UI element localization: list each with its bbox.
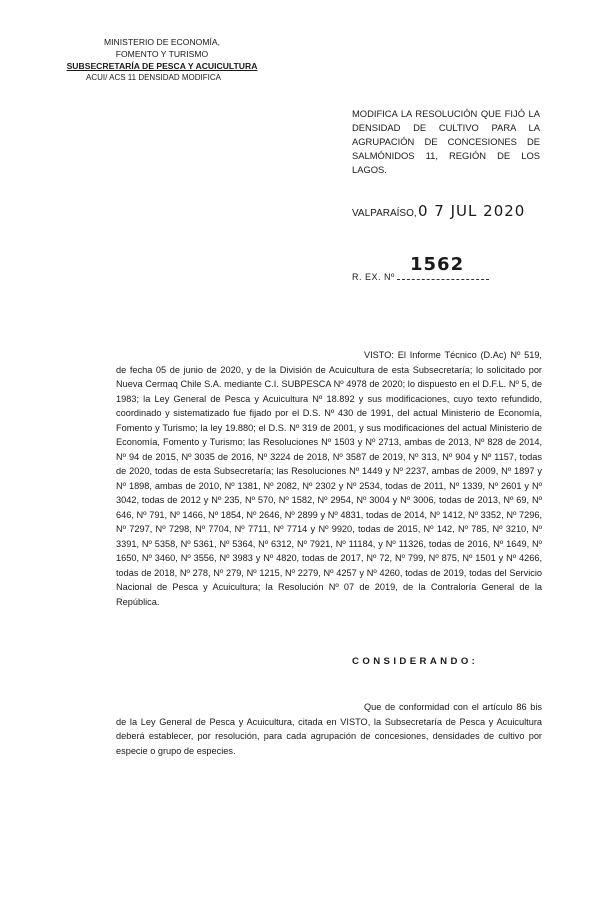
file-reference: ACUI/ ACS 11 DENSIDAD MODIFICA [86,73,221,82]
ministry-name-line1: MINISTERIO DE ECONOMÍA, [103,37,221,47]
date-stamp: 0 7 JUL 2020 [418,202,526,220]
ministry-header [62,36,262,84]
ministry-name-line2: FOMENTO Y TURISMO [115,49,209,59]
resolution-title: MODIFICA LA RESOLUCIÓN QUE FIJÓ LA DENSIDAD DE CULTIVO PARA LA AGRUPACIÓN DE CONCESIONES DE SALMÓNIDOS 11, REGIÓN DE LOS LAGOS. [352,108,540,175]
resolution-label [352,272,489,282]
considerando-paragraph: Que de conformidad con el artículo 86 bis de la Ley General de Pesca y Acuicultura, citada en VISTO, la Subsecretaría de Pesca y Acuicultura deberá establecer, por resolución, para cada agrupación de concesiones, densidades de cultivo por especie o grupo de especies. [116,702,542,756]
resolution-number-line [397,279,489,280]
visto-paragraph: VISTO: El Informe Técnico (D.Ac) Nº 519, de fecha 05 de junio de 2020, y de la División de Acuicultura de esta Subsecretaría; lo solicitado por Nueva Cermaq Chile S.A. mediante C.I. SUBPESCA Nº 4978 de 2020; lo dispuesto en el D.F.L. Nº 5, de 1983; la Ley General de Pesca y Acuicultura Nº 18.892 y sus modificaciones, cuyo texto refundido, coordinado y sistematizado fue fijado por el D.S. Nº 430 de 1991, del actual Ministerio de Economía, Fomento y Turismo; la ley 19.880; el D.S. Nº 319 de 2001, y sus modificaciones del actual Ministerio de Economía, Fomento y Turismo; las Resoluciones Nº 1503 y Nº 2713, ambas de 2013, Nº 828 de 2014, Nº 94 de 2015, Nº 3035 de 2016, Nº 3224 de 2018, Nº 3587 de 2019, Nº 313, Nº 904 y Nº 1157, todas de 2020, todas de esta Subsecretaría; las Resoluciones Nº 1449 y Nº 2237, ambas de 2009, Nº 1897 y Nº 1898, ambas de 2010, Nº 1381, Nº 2082, Nº 2302 y Nº 2534, todas de 2011, Nº 1339, Nº 2601 y Nº 3042, todas de 2012 y Nº 235, Nº 570, Nº 1582, Nº 2954, Nº 3004 y Nº 3006, todas de 2013, Nº 69, Nº 646, Nº 791, Nº 1466, Nº 1854, Nº 2646, Nº 2899 y Nº 4831, todas de 2014, Nº 1412, Nº 3352, Nº 7296, Nº 7297, Nº 7298, Nº 7704, Nº 7711, Nº 7714 y Nº 9920, todas de 2015, Nº 142, Nº 785, Nº 3210, Nº 3391, Nº 5358, Nº 5361, Nº 5364, Nº 6312, Nº 7921, Nº 11184, y Nº 11326, todas de 2016, Nº 1649, Nº 1650, Nº 3460, Nº 3556, Nº 3983 y Nº 4820, todas de 2017, Nº 72, Nº 799, Nº 875, Nº 1501 y Nº 4266, todas de 2018, Nº 278, Nº 279, Nº 1215, Nº 2279, Nº 4257 y Nº 4260, todas de 2019, todas del Servicio Nacional de Pesca y Acuicultura; la Resolución Nº 07 de 2019, de la Contraloría General de la República. [116,350,542,607]
resolution-number: 1562 [410,254,465,275]
considerando-heading: CONSIDERANDO: [352,656,479,667]
resolution-label-text: R. EX. Nº [352,272,395,282]
place-label: VALPARAÍSO, [352,208,417,219]
subsecretaria-name: SUBSECRETARÍA DE PESCA Y ACUICULTURA [66,61,258,71]
